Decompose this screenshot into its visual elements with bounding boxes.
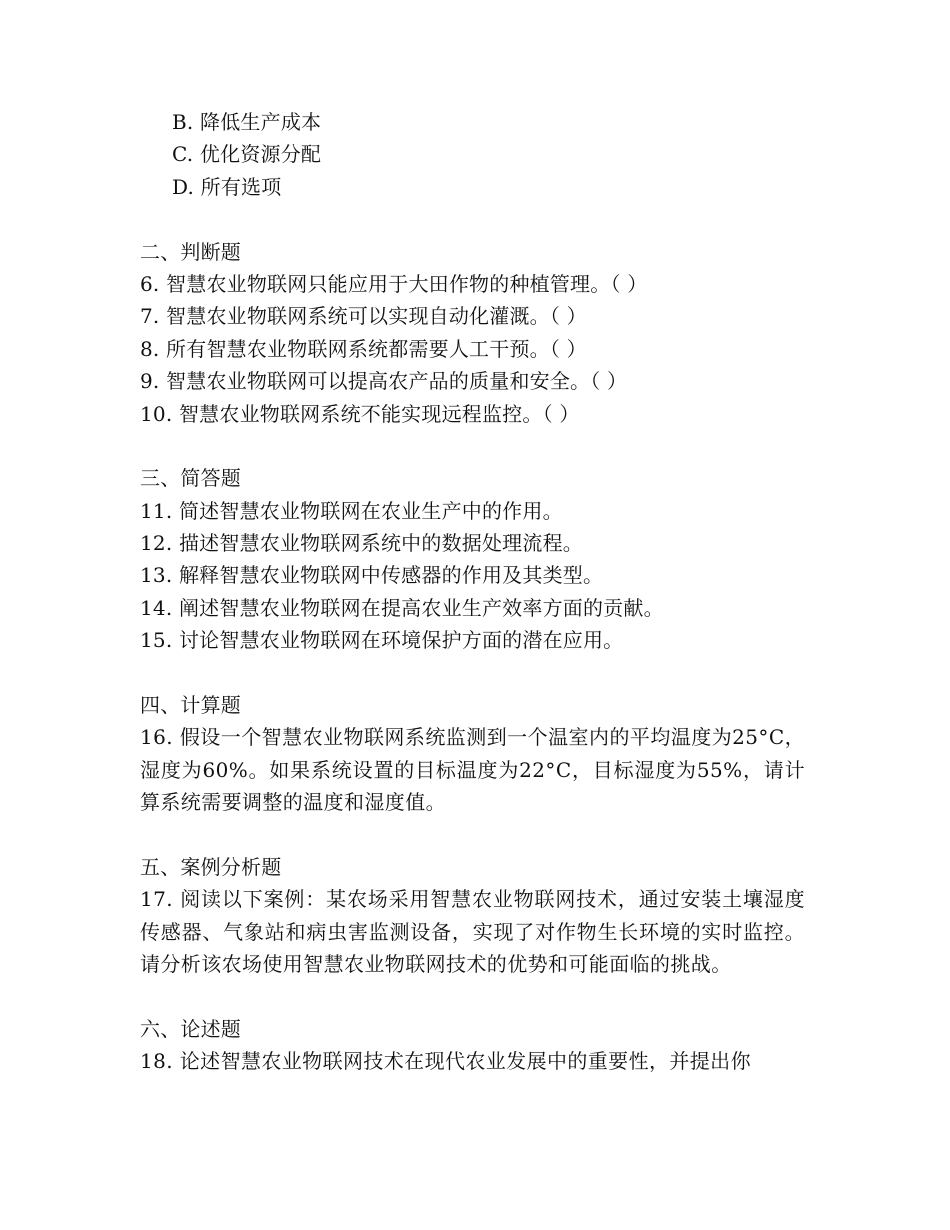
question-text: 所有智慧农业物联网系统都需要人工干预。（ ） <box>166 336 587 361</box>
question-text: 讨论智慧农业物联网在环境保护方面的潜在应用。 <box>178 628 624 653</box>
question-item <box>140 1045 805 1077</box>
question-item <box>140 268 805 300</box>
section-heading-case: 五、案例分析题 <box>140 855 282 880</box>
question-number: 14. <box>140 595 173 620</box>
question-text: 描述智慧农业物联网系统中的数据处理流程。 <box>178 531 583 556</box>
question-item <box>140 300 805 332</box>
question-number: 13. <box>140 563 173 588</box>
question-item <box>140 365 805 397</box>
question-item <box>140 495 805 527</box>
section-heading-calc: 四、计算题 <box>140 693 241 718</box>
question-number: 11. <box>140 498 173 523</box>
section-heading-short: 三、简答题 <box>140 466 241 491</box>
option-letter: B. <box>172 110 194 134</box>
question-number: 7. <box>140 304 160 329</box>
spacer <box>140 981 805 1013</box>
option-text: 优化资源分配 <box>199 142 322 167</box>
question-text: 智慧农业物联网只能应用于大田作物的种植管理。（ ） <box>166 271 648 296</box>
option-letter: D. <box>172 174 195 199</box>
question-item <box>140 527 805 559</box>
question-number: 15. <box>140 628 173 653</box>
spacer <box>140 657 805 689</box>
question-number: 16. <box>140 725 174 750</box>
question-item <box>140 624 805 656</box>
spacer <box>140 430 805 462</box>
question-text: 阅读以下案例：某农场采用智慧农业物联网技术，通过安装土壤湿度传感器、气象站和病虫害监测设备，实现了对作物生长环境的实时监控。请分析该农场使用智慧农业物联网技术的优势和可能面临的挑战。 <box>140 887 805 977</box>
option-c <box>140 138 805 170</box>
question-item <box>140 883 805 980</box>
question-text: 解释智慧农业物联网中传感器的作用及其类型。 <box>178 563 604 588</box>
question-number: 10. <box>140 401 173 426</box>
exam-content <box>140 106 805 1078</box>
option-d <box>140 171 805 203</box>
spacer <box>140 819 805 851</box>
section-heading-judge: 二、判断题 <box>140 239 241 264</box>
option-letter: C. <box>172 142 194 167</box>
question-text: 智慧农业物联网可以提高农产品的质量和安全。（ ） <box>166 369 628 394</box>
question-text: 简述智慧农业物联网在农业生产中的作用。 <box>178 498 563 523</box>
question-text: 智慧农业物联网系统不能实现远程监控。（ ） <box>178 401 580 426</box>
question-item <box>140 398 805 430</box>
question-item <box>140 559 805 591</box>
question-text: 论述智慧农业物联网技术在现代农业发展中的重要性，并提出你 <box>179 1049 751 1074</box>
question-number: 6. <box>140 271 160 296</box>
question-item <box>140 592 805 624</box>
section-heading-essay: 六、论述题 <box>140 1017 241 1042</box>
option-b <box>140 106 805 138</box>
option-text: 降低生产成本 <box>200 110 322 134</box>
question-item <box>140 333 805 365</box>
question-text: 阐述智慧农业物联网在提高农业生产效率方面的贡献。 <box>178 595 664 620</box>
question-number: 12. <box>140 531 173 556</box>
question-number: 17. <box>140 887 174 912</box>
option-text: 所有选项 <box>200 174 282 199</box>
spacer <box>140 203 805 235</box>
question-text: 假设一个智慧农业物联网系统监测到一个温室内的平均温度为25°C，湿度为60%。如果系统设置的目标温度为22°C，目标湿度为55%，请计算系统需要调整的温度和湿度值。 <box>140 725 805 815</box>
question-number: 9. <box>140 369 160 394</box>
question-number: 8. <box>140 336 160 361</box>
question-item <box>140 721 805 818</box>
question-number: 18. <box>140 1049 174 1074</box>
question-text: 智慧农业物联网系统可以实现自动化灌溉。（ ） <box>166 304 587 329</box>
